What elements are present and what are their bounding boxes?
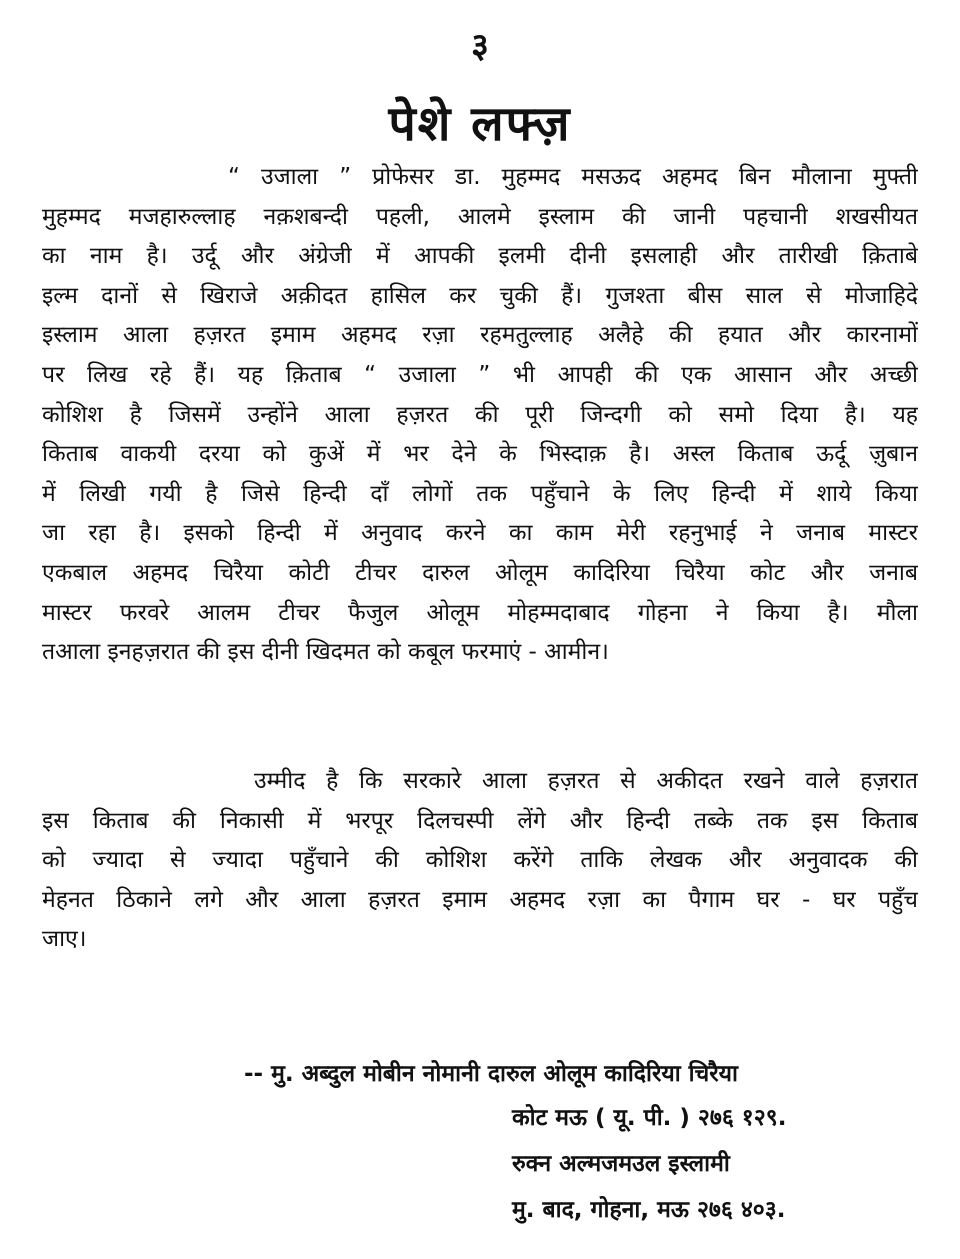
text-line: तआला इनहज़रात की इस दीनी खिदमत को कबूल फरमाएं - आमीन। <box>42 639 609 666</box>
preface-paragraph-2 <box>42 762 918 960</box>
text-line: को ज्यादा से ज्यादा पहुँचाने की कोशिश करेंगे ताकि लेखक और अनुवादक की <box>42 847 918 874</box>
signature-author-line: -- मु. अब्दुल मोबीन नोमानी दारुल ओलूम कादिरिया चिरैया <box>244 1061 738 1087</box>
signature-affiliation-line: रुक्न अल्मजमउल इस्लामी <box>512 1151 730 1177</box>
text-line: का नाम है। उर्दू और अंग्रेजी में आपकी इलमी दीनी इसलाही और तारीखी क़िताबे <box>42 243 918 270</box>
text-line: जाए। <box>42 926 87 953</box>
text-line: मुहम्मद मजहारुल्लाह नक़शबन्दी पहली, आलमे इस्लाम की जानी पहचानी शखसीयत <box>42 203 918 230</box>
text-line: कोशिश है जिसमें उन्होंने आला हज़रत की पूरी जिन्दगी को समो दिया है। यह <box>42 401 918 428</box>
text-line: जा रहा है। इसको हिन्दी में अनुवाद करने का काम मेरी रहनुभाई ने जनाब मास्टर <box>42 520 918 547</box>
page-number: ३ <box>471 26 489 66</box>
text-line: मास्टर फरवरे आलम टीचर फैजुल ओलूम मोहम्मदाबाद गोहना ने किया है। मौला <box>42 599 918 626</box>
signature-postal-line: मु. बाद, गोहना, मऊ २७६ ४०३. <box>512 1197 786 1223</box>
text-line: इस्लाम आला हज़रत इमाम अहमद रज़ा रहमतुल्लाह अलैहे की हयात और कारनामों <box>42 322 918 349</box>
text-line: “ उजाला ” प्रोफेसर डा. मुहम्मद मसऊद अहमद बिन मौलाना मुफ्ती <box>228 164 918 190</box>
text-line: किताब वाकयी दरया को कुअें में भर देने के भिस्दाक़ है। अस्ल किताब ऊर्दू ज़ुबान <box>42 441 918 468</box>
text-line: इल्म दानों से खिराजे अक़ीदत हासिल कर चुकी हैं। गुजश्ता बीस साल से मोजाहिदे <box>42 282 918 309</box>
signature-address-line: कोट मऊ ( यू. पी. ) २७६ १२९. <box>512 1105 787 1131</box>
text-line: पर लिख रहे हैं। यह क़िताब “ उजाला ” भी आपही की एक आसान और अच्छी <box>42 361 918 388</box>
text-line: में लिखी गयी है जिसे हिन्दी दाँ लोगों तक पहुँचाने के लिए हिन्दी में शाये किया <box>42 480 918 507</box>
text-line: इस किताब की निकासी में भरपूर दिलचस्पी लेंगे और हिन्दी तब्के तक इस किताब <box>42 807 918 834</box>
text-line: उम्मीद है कि सरकारे आला हज़रत से अकीदत रखने वाले हज़रात <box>254 768 918 794</box>
text-line: मेहनत ठिकाने लगे और आला हज़रत इमाम अहमद रज़ा का पैगाम घर - घर पहुँच <box>42 886 918 913</box>
preface-paragraph-1 <box>42 158 918 673</box>
text-line: एकबाल अहमद चिरैया कोटी टीचर दारुल ओलूम कादिरिया चिरैया कोट और जनाब <box>42 559 918 586</box>
page-title: पेशे लफ्ज़ <box>388 96 572 152</box>
